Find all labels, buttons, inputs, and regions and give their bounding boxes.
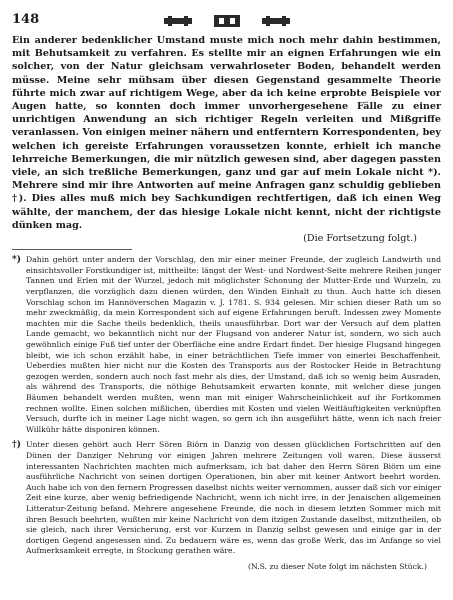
footnote-divider <box>12 249 132 250</box>
page-number: 148 <box>12 12 40 27</box>
footnote-2-marker: †) <box>12 440 21 451</box>
footnote-1-marker: *) <box>12 255 21 266</box>
header-ornament-icon <box>162 14 292 28</box>
main-paragraph: Ein anderer bedenklicher Umstand muste mich noch mehr dahin bestimmen, mit Behutsamkeit zu verfahren. Es stellte mir an eignen Erfahrungen wie ein solcher, von der Natur gleichsam verwahrloseter Boden, behandelt werden müsse. Meine sehr mühsam über diesen Gegenstand gesammelte Theorie führte mich zwar auf richtigem Wege, aber da ich keine erprobte Beispiele vor Augen hatte, so konnten doch immer unvorhergesehene Fälle zu einer unrichtigen Anwendung an sich richtiger Regeln verleiten und Mißgriffe veranlassen. Von einigen meiner nähern und entferntern Korrespondenten, bey welchen ich gereiste Erfahrungen voraussetzen konnte, erhielt ich manche lehrreiche Bemerkungen, die mir nützlich gewesen sind, aber dagegen passten viele, an sich treßliche Bemerkungen, ganz und gar auf mein Lokale nicht *). Mehrere sind mir ihre Antworten auf meine Anfragen ganz schuldig geblieben †). Dies alles muß mich bey Sachkundigen rechtfertigen, daß ich einen Weg wählte, der manchem, der das hiesige Lokale nicht kennt, nicht der richtigste dünken mag. <box>12 35 441 231</box>
footnote-2 <box>12 440 441 557</box>
continuation-note: (Die Fortsetzung folgt.) <box>303 233 417 245</box>
footnote-1 <box>12 255 441 435</box>
page-header <box>12 8 441 34</box>
footnote-end-note: (N.S. zu dieser Note folgt im nächsten Stück.) <box>247 561 427 571</box>
footnote-1-text: Dahin gehört unter andern der Vorschlag, den mir einer meiner Freunde, der zugleich Landwirth und einsichtsvoller Forstkundiger ist, mittheilte: längst der West- und Nordwest-Seite mehrere Reihen junger Tannen und Erlen mit der Wurzel, jedoch mit möglichster Schonung der Mutter-Erde und Wurzeln, zu verpflanzen, die vorzüglich dazu dienen würden, den Winden Einhalt zu thun. Auch hatte ich diesen Vorschlag schon im Hannöverschen Magazin v. J. 1781. S. 934 gelesen. Mir schien dieser Rath um so mehr zweckmäßig, da mein Korrespondent sich auf eigene Erfahrungen beruft. Indessen zwey Momente machten mir die Sache theils bedenklich, theils unausführbar. Dort war der Versuch auf dem platten Lande gemacht, wo bekanntlich nicht nur der Flugsand von anderer Natur ist, sondern, wo sich auch gewöhnlich einige Fuß tief unter der Oberfläche eine andre Erdart findet. Der hiesige Flugsand hingegen bleibt, wie ich schon erzählt habe, in einer beträchtlichen Tiefe immer von einerlei Beschaffenheit. Ueberdies mußten hier nicht nur die Kosten des Transports aus der Rostocker Heide in Betrachtung gezogen werden, sondern auch noch fast mehr als dies, der Umstand, daß ich so wenig beim Ausraden, als während des Transports, die nöthige Behutsamkeit erwarten konnte, mit welcher diese jungen Bäumen behandelt werden mußten, wenn man mit einiger Wahrscheinlichkeit auf ihr Fortkommen rechnen wollte. Einen solchen mißlichen, überdies mit Kosten und vielen Weitläuftigkeiten verknüpften Versuch, durfte ich in meiner Lage nicht wagen, so gern ich ihn ausgeführt hätte, wenn ich nach freier Willkühr hätte disponiren können. <box>26 255 441 434</box>
footnote-2-text: Unter diesen gehört auch Herr Sören Biörn in Danzig von dessen glücklichen Fortschritten auf den Dünen der Danziger Nehrung vor einigen Jahren mehrere Zeitungen voll waren. Diese äusserst interessanten Nachrichten machten mich aufmerksam, ich bat daher den Herrn Sören Biörn um eine ausführliche Nachricht von seinen dortigen Operationen, bin aber mit keiner Antwort beehrt worden. Auch habe ich von den fernern Progressen daselbst nichts weiter vernommen, ausser daß sich vor einiger Zeit eine kurze, aber wenig befriedigende Nachricht, wenn ich nicht irre, in der Jenaischen allgemeinen Litteratur-Zeitung befand. Mehrere angesehene Freunde, die noch in diesem letzten Sommer mich mit ihren Besuch beehrten, wußten mir keine Nachricht von dem itzigen Zustande daselbst, mitzutheilen, ob sie gleich, nach ihrer Versicherung, erst vor Kurzem in Danzig selbst gewesen und einige gar in der dortigen Gegend angesessen sind. Zu bedauern wäre es, wenn das große Werk, das im Anfange so viel Aufmerksamkeit erregte, in Stockung gerathen wäre. <box>26 440 441 556</box>
